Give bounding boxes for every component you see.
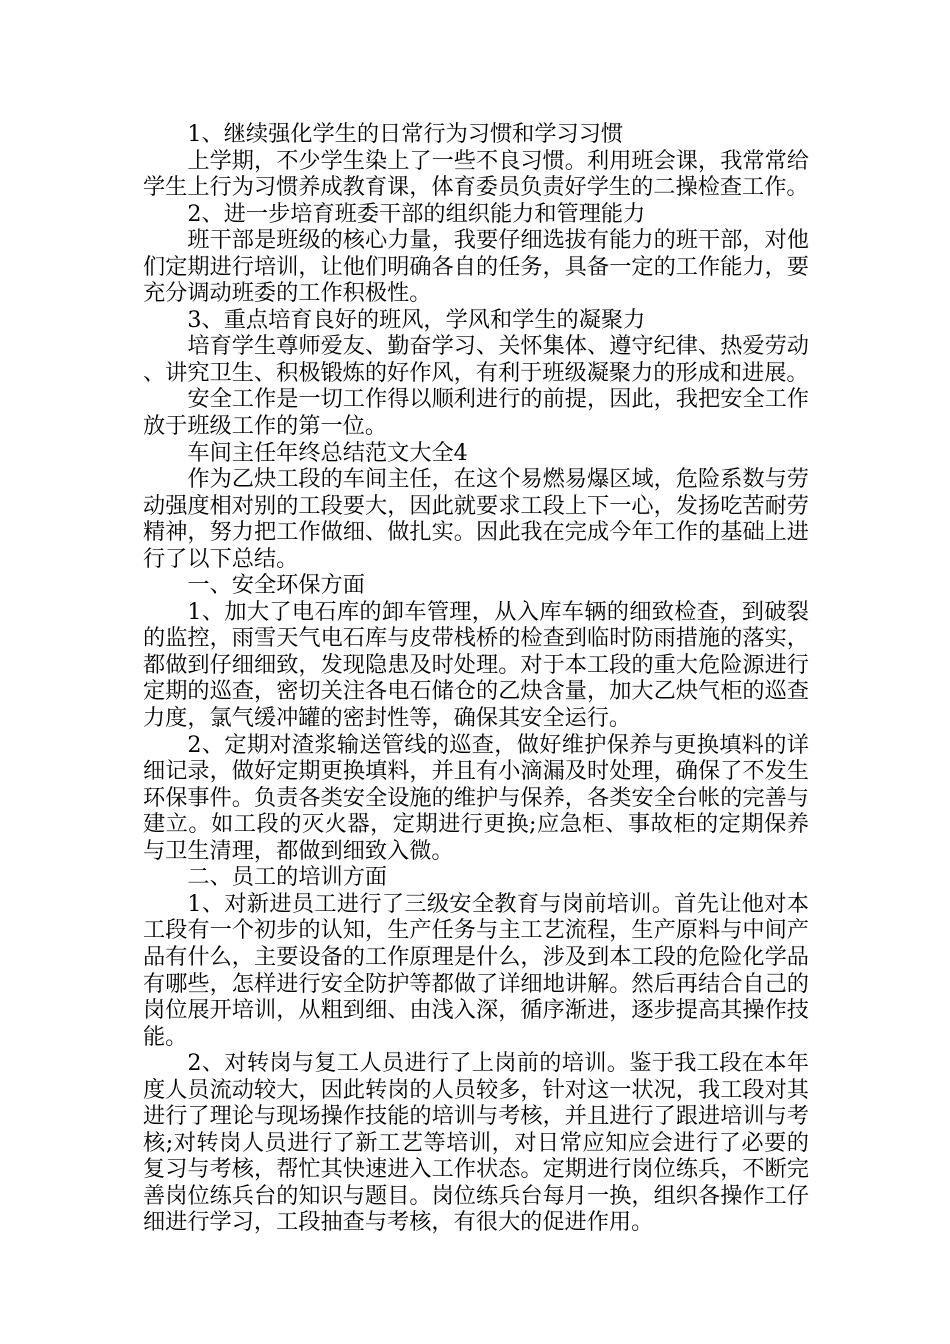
body-paragraph: 1、对新进员工进行了三级安全教育与岗前培训。首先让他对本工段有一个初步的认知，生产任务与主工艺流程，生产原料与中间产品有什么，主要设备的工作原理是什么，涉及到本工段的危险化学品有哪些，怎样进行安全防护等都做了详细地讲解。然后再结合自己的岗位展开培训，从粗到细、由浅入深，循序渐进，逐步提高其操作技能。 [143, 890, 809, 1050]
body-paragraph: 2、对转岗与复工人员进行了上岗前的培训。鉴于我工段在本年度人员流动较大，因此转岗的人员较多，针对这一状况，我工段对其进行了理论与现场操作技能的培训与考核，并且进行了跟进培训与考核;对转岗人员进行了新工艺等培训，对日常应知应会进行了必要的复习与考核，帮忙其快速进入工作状态。定期进行岗位练兵，不断完善岗位练兵台的知识与题目。岗位练兵台每月一换，组织各操作工仔细进行学习，工段抽查与考核，有很大的促进作用。 [143, 1050, 809, 1236]
body-paragraph: 1、加大了电石库的卸车管理，从入库车辆的细致检查，到破裂的监控，雨雪天气电石库与皮带栈桥的检查到临时防雨措施的落实，都做到仔细细致，发现隐患及时处理。对于本工段的重大危险源进行定期的巡查，密切关注各电石储仓的乙炔含量，加大乙炔气柜的巡查力度，氯气缓冲罐的密封性等，确保其安全运行。 [143, 598, 809, 732]
document-body [143, 121, 809, 1236]
body-paragraph: 班干部是班级的核心力量，我要仔细选拔有能力的班干部，对他们定期进行培训，让他们明确各自的任务，具备一定的工作能力，要充分调动班委的工作积极性。 [143, 227, 809, 307]
section-heading: 二、员工的培训方面 [187, 864, 388, 891]
body-paragraph: 培育学生尊师爱友、勤奋学习、关怀集体、遵守纪律、热爱劳动、讲究卫生、积极锻炼的好作风，有利于班级凝聚力的形成和进展。 [143, 333, 809, 386]
body-paragraph: 2、定期对渣浆输送管线的巡查，做好维护保养与更换填料的详细记录，做好定期更换填料，并且有小滴漏及时处理，确保了不发生环保事件。负责各类安全设施的维护与保养，各类安全台帐的完善与建立。如工段的灭火器，定期进行更换;应急柜、事故柜的定期保养与卫生清理，都做到细致入微。 [143, 731, 809, 864]
list-item-heading: 1、继续强化学生的日常行为习惯和学习习惯 [187, 121, 624, 147]
section-title: 车间主任年终总结范文大全4 [187, 439, 468, 466]
body-paragraph: 上学期，不少学生染上了一些不良习惯。利用班会课，我常常给学生上行为习惯养成教育课，体育委员负责好学生的二操检查工作。 [143, 147, 809, 201]
list-item-heading: 2、进一步培育班委干部的组织能力和管理能力 [187, 200, 646, 227]
list-item-heading: 3、重点培育良好的班风，学风和学生的凝聚力 [187, 306, 646, 333]
body-paragraph: 作为乙炔工段的车间主任，在这个易燃易爆区域，危险系数与劳动强度相对别的工段要大，因此就要求工段上下一心，发扬吃苦耐劳精神，努力把工作做细、做扎实。因此我在完成今年工作的基础上进行了以下总结。 [143, 466, 809, 572]
section-heading: 一、安全环保方面 [187, 572, 365, 599]
body-paragraph: 安全工作是一切工作得以顺利进行的前提，因此，我把安全工作放于班级工作的第一位。 [143, 386, 809, 440]
